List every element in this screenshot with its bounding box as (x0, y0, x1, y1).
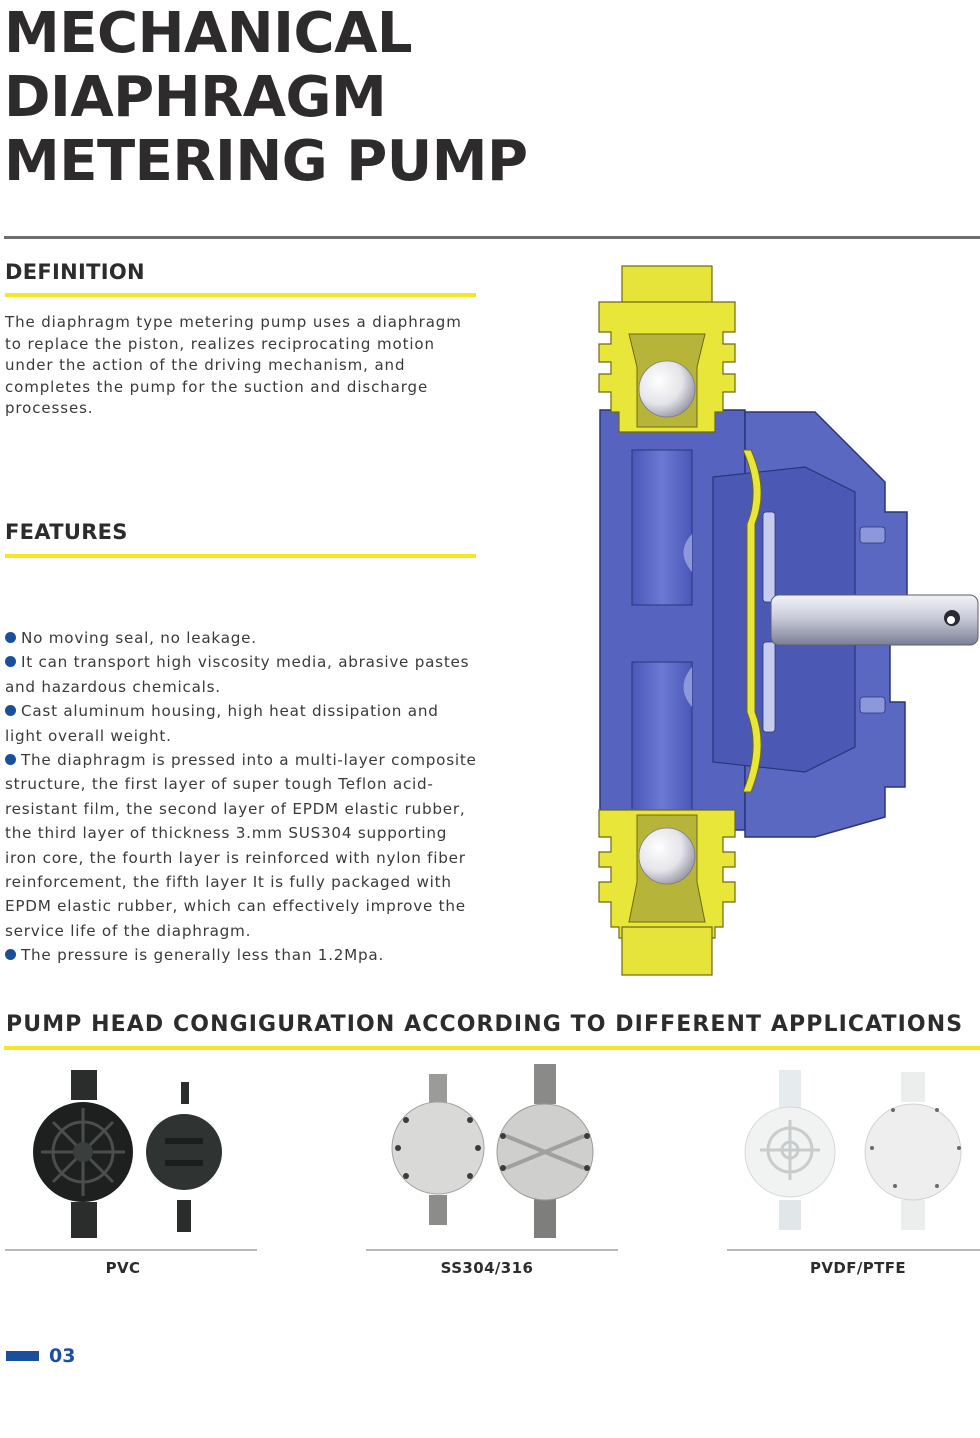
definition-heading: DEFINITION (5, 260, 145, 284)
product-pvc (5, 1060, 257, 1290)
product-label: PVC (105, 1259, 141, 1277)
bullet-icon (5, 705, 16, 716)
product-pvdf-ptfe (727, 1060, 980, 1290)
pump-cross-section-diagram (585, 262, 980, 978)
page-footer (6, 1345, 75, 1367)
features-heading: FEATURES (5, 520, 128, 544)
feature-item: The diaphragm is pressed into a multi-layer composite structure, the first layer of super tough Teflon acid-resistant film, the second layer of EPDM elastic rubber, the third layer of thickness 3.mm SUS304 supporting iron core, the fourth layer is reinforced with nylon fiber reinforcement, the fifth layer It is fully packaged with EPDM elastic rubber, which can effectively improve the service life of the diaphragm. (5, 751, 477, 940)
title-line-3: METERING PUMP (4, 129, 528, 194)
feature-item: It can transport high viscosity media, abrasive pastes and hazardous chemicals. (5, 653, 470, 696)
product-divider (5, 1249, 257, 1251)
bullet-icon (5, 949, 16, 960)
page-number: 03 (49, 1345, 76, 1367)
bullet-icon (5, 754, 16, 765)
stainless-pump-head-image (366, 1060, 618, 1245)
pump-head-products (0, 1060, 980, 1290)
product-label: SS304/316 (440, 1259, 534, 1277)
feature-item: No moving seal, no leakage. (5, 626, 477, 650)
definition-text: The diaphragm type metering pump uses a diaphragm to replace the piston, realizes reciprocating motion under the action of the driving mechanism, and completes the pump for the suction and discharge processes. (5, 313, 462, 418)
pvc-pump-head-image (5, 1060, 257, 1245)
page-title (4, 2, 528, 194)
feature-item: The pressure is generally less than 1.2Mpa. (5, 943, 477, 967)
product-divider (366, 1249, 618, 1251)
pvdf-ptfe-pump-head-image (727, 1060, 980, 1245)
pump-head-heading: PUMP HEAD CONGIGURATION ACCORDING TO DIFFERENT APPLICATIONS (6, 1012, 964, 1037)
bullet-icon (5, 632, 16, 643)
definition-underline (5, 293, 476, 297)
product-ss304-316 (366, 1060, 618, 1290)
product-label: PVDF/PTFE (809, 1259, 907, 1277)
features-list (5, 626, 477, 968)
page-marker-icon (6, 1351, 39, 1361)
features-underline (5, 554, 476, 558)
bullet-icon (5, 656, 16, 667)
title-line-1: MECHANICAL (4, 1, 413, 66)
feature-item: Cast aluminum housing, high heat dissipation and light overall weight. (5, 702, 439, 745)
title-line-2: DIAPHRAGM (4, 65, 387, 130)
title-divider (4, 236, 980, 239)
pump-diagram-icon (585, 262, 980, 978)
pump-head-underline (4, 1046, 980, 1050)
product-divider (727, 1249, 980, 1251)
